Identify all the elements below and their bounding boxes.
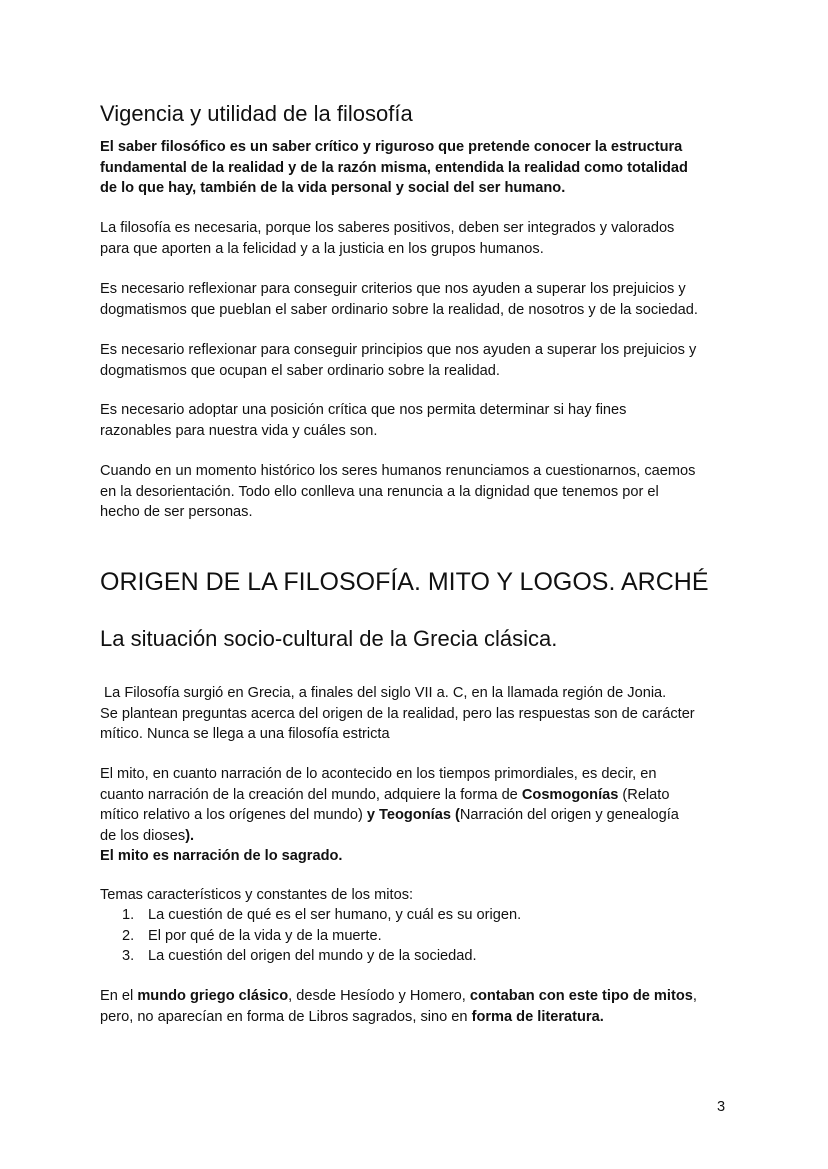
paragraph-principios: Es necesario reflexionar para conseguir principios que nos ayuden a superar los prejuicios y dogmatismos que ocupan el saber ordinario sobre la realidad. <box>100 342 697 379</box>
temas-intro: Temas característicos y constantes de los mitos: <box>100 887 414 903</box>
page-number: 3 <box>717 1099 726 1115</box>
intro-bold-paragraph: El saber filosófico es un saber crítico y riguroso que pretende conocer la estructura fundamental de la realidad y de la razón misma, entendida la realidad como totalidad de lo que hay, también de la vida personal y social del ser humano. <box>100 139 688 196</box>
term-cosmogonias: Cosmogonías <box>521 786 619 803</box>
paragraph-desorientacion: Cuando en un momento histórico los seres humanos renunciamos a cuestionarnos, caemos en la desorientación. Todo ello conlleva una renuncia a la dignidad que tenemos por el hecho de ser personas. <box>100 463 696 520</box>
paragraph-mundo-griego: En el mundo griego clásico, desde Hesíodo y Homero, contaban con este tipo de mitos, pero, no aparecían en forma de Libros sagrados, sino en forma de literatura. <box>100 988 697 1025</box>
list-item: 3. La cuestión del origen del mundo y de la sociedad. <box>122 948 477 964</box>
paragraph-mito: El mito, en cuanto narración de lo acontecido en los tiempos primordiales, es decir, en cuanto narración de la creación del mundo, adquiere la forma de Cosmogonías (Relato mítico relativo a los orígenes del mundo) y Teogonías (Narración del origen y genealogía de los dioses). El mito es narración de lo sagrado. <box>100 764 679 867</box>
temas-list <box>100 905 740 967</box>
section-heading: Vigencia y utilidad de la filosofía <box>100 101 413 126</box>
mito-definition: El mito es narración de lo sagrado. <box>100 848 343 864</box>
paragraph-criterios: Es necesario reflexionar para conseguir criterios que nos ayuden a superar los prejuicios y dogmatismos que pueblan el saber ordinario sobre la realidad, de nosotros y de la sociedad. <box>100 281 698 318</box>
paragraph-posicion-critica: Es necesario adoptar una posición crítica que nos permita determinar si hay fines razonables para nuestra vida y cuáles son. <box>100 402 627 439</box>
term-teogonias: y Teogonías ( <box>366 807 460 823</box>
paragraph-necesaria: La filosofía es necesaria, porque los saberes positivos, deben ser integrados y valorados para que aporten a la felicidad y a la justicia en los grupos humanos. <box>100 220 675 257</box>
paragraph-origen-grecia: La Filosofía surgió en Grecia, a finales del siglo VII a. C, en la llamada región de Jonia. Se plantean preguntas acerca del origen de la realidad, pero las respuestas son de carácter mítico. Nunca se llega a una filosofía estricta <box>100 685 695 742</box>
list-item: 1. La cuestión de qué es el ser humano, y cuál es su origen. <box>122 907 522 923</box>
list-item: 2. El por qué de la vida y de la muerte. <box>122 927 382 944</box>
chapter-subtitle: La situación socio-cultural de la Grecia clásica. <box>100 626 558 651</box>
chapter-title: ORIGEN DE LA FILOSOFÍA. MITO Y LOGOS. ARCHÉ <box>100 568 709 596</box>
